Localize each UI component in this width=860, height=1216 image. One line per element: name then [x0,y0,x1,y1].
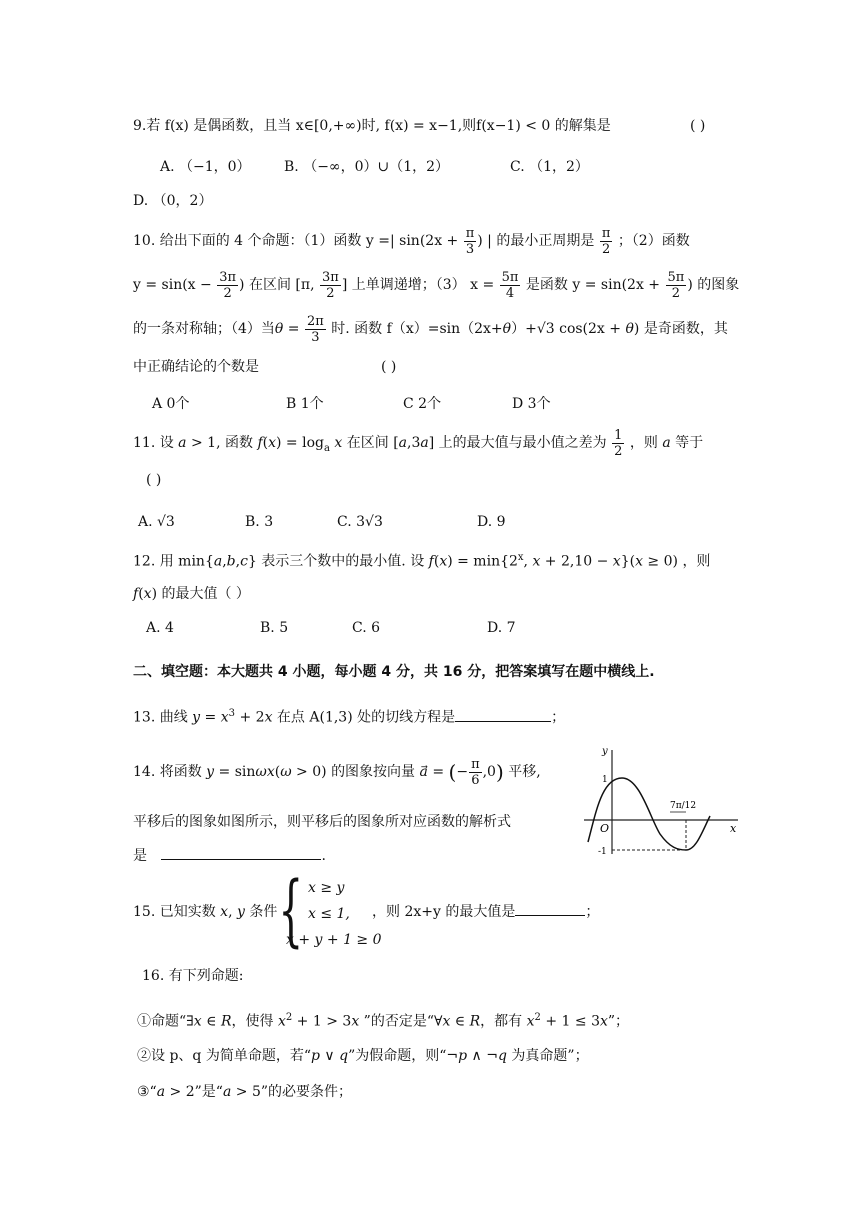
q10-option-a: A 0个 [152,396,190,412]
q12-stem-2: f(x) 的最大值（ ） [133,586,250,602]
section-heading: 二、填空题：本大题共 4 小题，每小题 4 分，共 16 分，把答案填写在题中横线上. [133,664,655,680]
graph-x-label: x [730,822,737,835]
q16-statement-3: ③“a > 2”是“a > 5”的必要条件； [137,1084,353,1100]
graph-tick-x: 7π/12 [670,801,697,811]
q10-answer-paren: ( ) [381,359,397,375]
q10-line4: 中正确结论的个数是 [133,359,259,375]
q11-option-c: C. 3√3 [337,514,383,530]
graph-tick-neg1: -1 [598,847,607,857]
q16-statement-1: ①命题“∃x ∈ R，使得 $x^2 + 1 > 3x$ ”的否定是“∀x ∈ R，都有 $x^2 + 1 \le 3x$”； [137,1012,630,1030]
q15-brace: { [278,866,304,956]
q15-stem-2: ，则 2x+y 的最大值是 ； [372,904,600,920]
q16-title: 16. 有下列命题: [142,968,244,984]
q11-option-a: A. √3 [138,514,175,530]
q10-option-b: B 1个 [286,396,324,412]
q12-option-c: C. 6 [352,620,381,636]
q11-answer-paren: ( ) [146,472,162,488]
q10-line3: 的一条对称轴；（4）当θ = $\frac{2\pi}{3}$ 时. 函数 f（x）=sin（2x+θ）+√3 cos(2x + θ) 是奇函数，其 [133,313,728,345]
q15-stem: 15. 已知实数 x, y 条件 [133,904,278,920]
q12-stem: 12. 用 min{a,b,c} 表示三个数中的最小值. 设 $f(x) = \min\{2^x$, x + 2,10 − x}(x ≥ 0) ，则 [133,552,711,570]
graph-tick-1: 1 [602,775,608,785]
graph-y-label: y [602,746,608,757]
q11-option-d: D. 9 [477,514,506,530]
q15-constraint-1: x ≥ y [308,880,345,896]
q14-stem: 14. 将函数 y = sinωx(ω > 0) 的图象按向量 a⃗ = (− $\frac{\pi}{6}$ ,0) 平移, [133,756,541,788]
q14-sine-graph [578,742,748,860]
q9-option-b: B. （−∞，0）∪（1，2） [284,159,450,175]
q12-option-a: A. 4 [146,620,174,636]
q12-option-d: D. 7 [487,620,516,636]
q10-line2: y = sin(x − $\frac{3\pi}{2}$ ) 在区间 [π, $\frac{3\pi}{2}$ ] 上单调递增；（3） x = $\frac{5\pi}{4}$ 是函数 y = sin(2x + $\frac{5\pi}{2}$ ) 的图象 [133,269,740,301]
q13-stem: 13. 曲线 $y = x^3 + 2x$ 在点 A(1,3) 处的切线方程是 ； [133,708,566,726]
q10-option-d: D 3个 [512,396,551,412]
q14-stem-2: 平移后的图象如图所示，则平移后的图象所对应函数的解析式 [133,814,511,830]
q11-stem: 11. 设 a > 1, 函数 $f(x) = \log_a x$ 在区间 [a,3a] 上的最大值与最小值之差为 $\frac{1}{2}$ ，则 a 等于 [133,427,704,459]
q14-stem-3: 是 . [133,848,326,864]
q15-constraint-3: x + y + 1 ≥ 0 [286,932,382,948]
q10-line1: 10. 给出下面的 4 个命题：（1）函数 y =| sin(2x + $\frac{\pi}{3}$ ) | 的最小正周期是 $\frac{\pi}{2}$ ；（2）函数 [133,225,690,257]
graph-origin-label: O [600,822,610,835]
q9-option-c: C. （1，2） [510,159,589,175]
q11-option-b: B. 3 [245,514,274,530]
q9-option-a: A. （−1，0） [160,159,251,175]
q9-stem: 9.若 f(x) 是偶函数，且当 x∈[0,+∞)时, f(x) = x−1,则f(x−1) < 0 的解集是 [133,118,611,134]
q15-constraint-2: x ≤ 1, [308,906,350,922]
q10-option-c: C 2个 [403,396,442,412]
q9-answer-paren: ( ) [690,118,706,134]
q12-option-b: B. 5 [260,620,289,636]
q16-statement-2: ②设 p、q 为简单命题，若“p ∨ q”为假命题，则“¬p ∧ ¬q 为真命题”； [137,1048,589,1064]
q9-option-d: D. （0，2） [133,193,213,209]
